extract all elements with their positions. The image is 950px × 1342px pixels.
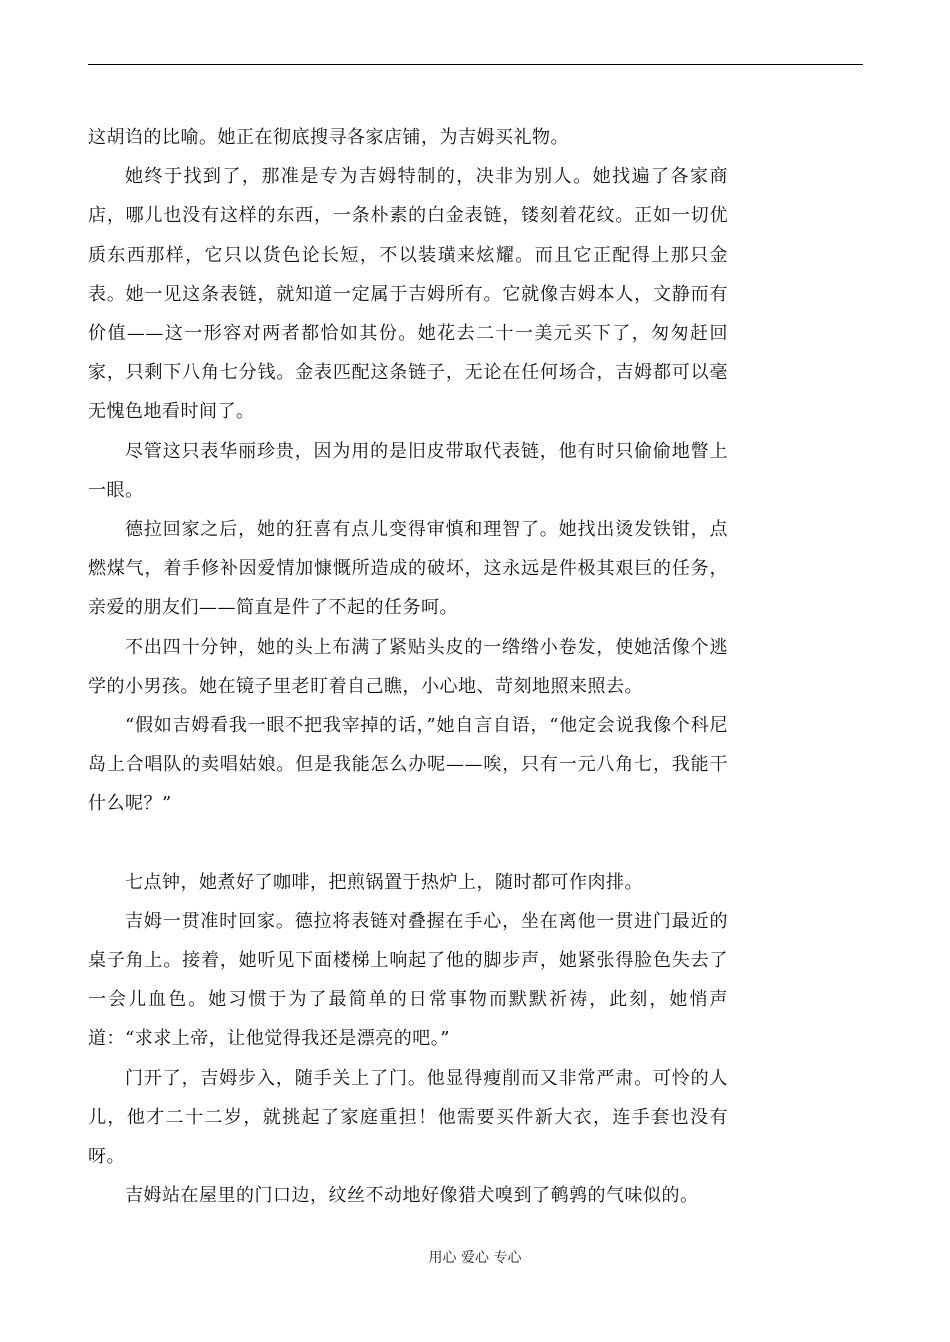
document-body xyxy=(88,118,728,1215)
paragraph: 她终于找到了，那准是专为吉姆特制的，决非为别人。她找遍了各家商店，哪儿也没有这样的东西，一条朴素的白金表链，镂刻着花纹。正如一切优质东西那样，它只以货色论长短，不以装璜来炫耀。而且它正配得上那只金表。她一见这条表链，就知道一定属于吉姆所有。它就像吉姆本人，文静而有价值——这一形容对两者都恰如其份。她花去二十一美元买下了，匆匆赶回家，只剩下八角七分钱。金表匹配这条链子，无论在任何场合，吉姆都可以毫无愧色地看时间了。 xyxy=(88,166,728,423)
paragraph: “假如吉姆看我一眼不把我宰掉的话，”她自言自语，“他定会说我像个科尼岛上合唱队的卖唱姑娘。但是我能怎么办呢——唉，只有一元八角七，我能干什么呢？” xyxy=(88,715,728,815)
header-rule xyxy=(88,64,863,65)
page-footer: 用心 爱心 专心 xyxy=(428,1250,522,1266)
paragraph: 门开了，吉姆步入，随手关上了门。他显得瘦削而又非常严肃。可怜的人儿，他才二十二岁，就挑起了家庭重担！他需要买件新大衣，连手套也没有呀。 xyxy=(88,1067,728,1168)
paragraph: 不出四十分钟，她的头上布满了紧贴头皮的一绺绺小卷发，使她活像个逃学的小男孩。她在镜子里老盯着自己瞧，小心地、苛刻地照来照去。 xyxy=(88,636,728,697)
section-break xyxy=(88,824,728,863)
paragraph: 德拉回家之后，她的狂喜有点儿变得审慎和理智了。她找出烫发铁钳，点燃煤气，着手修补因爱情加慷慨所造成的破坏，这永远是件极其艰巨的任务，亲爱的朋友们——简直是件了不起的任务呵。 xyxy=(88,519,728,619)
paragraph: 吉姆站在屋里的门口边，纹丝不动地好像猎犬嗅到了鹌鹑的气味似的。 xyxy=(125,1185,699,1207)
paragraph-continued: 这胡诌的比喻。她正在彻底搜寻各家店铺，为吉姆买礼物。 xyxy=(88,127,569,148)
paragraph: 尽管这只表华丽珍贵，因为用的是旧皮带取代表链，他有时只偷偷地瞥上一眼。 xyxy=(88,440,728,501)
paragraph: 吉姆一贯准时回家。德拉将表链对叠握在手心，坐在离他一贯进门最近的桌子角上。接着，她听见下面楼梯上响起了他的脚步声，她紧张得脸色失去了一会儿血色。她习惯于为了最简单的日常事物而默默祈祷，此刻，她悄声道：“求求上帝，让他觉得我还是漂亮的吧。” xyxy=(88,910,728,1050)
paragraph: 七点钟，她煮好了咖啡，把煎锅置于热炉上，随时都可作肉排。 xyxy=(125,871,643,893)
